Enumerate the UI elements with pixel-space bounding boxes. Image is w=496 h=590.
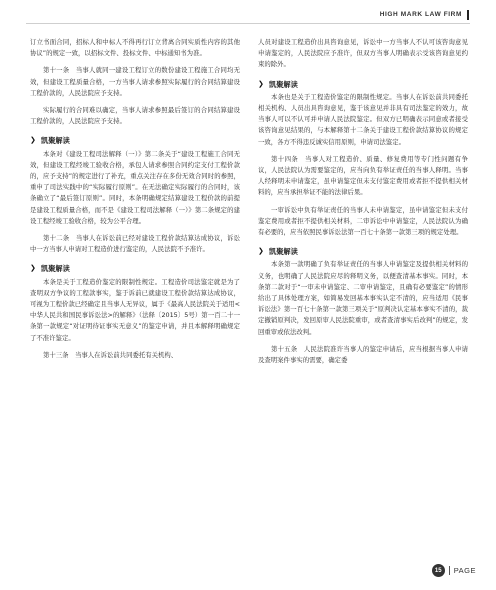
- commentary-heading: [258, 79, 468, 90]
- commentary-heading-text: 凯聚解读: [41, 264, 70, 274]
- commentary-heading: [258, 246, 468, 257]
- commentary-heading-text: 凯聚解读: [41, 136, 70, 146]
- body-paragraph: 本条对《建设工程司法解释（一）》第二条关于“建设工程施工合同无效，但建设工程经竣工验收合格，承包人请求参照合同约定支付工程价款的，应予支持”的规定进行了补充，重点关注存在多份无效合同时的参照，重申了司法实践中的“实际履行原则”。在无法确定实际履行的合同时，该条确立了“最后签订原则”。同时，本条明确规定结算建设工程价款的前提是建设工程质量合格，而不是《建设工程司法解释（一）》第二条规定的建设工程经竣工验收合格，较为公平合理。: [30, 149, 240, 225]
- brand-divider: [467, 10, 469, 20]
- body-paragraph: 本条第一款明确了负有举证责任的当事人申请鉴定及提供相关材料的义务，也明确了人民法院应尽的释明义务，以便查清基本事实。同时，本条第二款对于“一审未申请鉴定、二审申请鉴定，且确有必要鉴定”的情形给出了具体处理方案，如简易发回基本事实认定不清的，应当适用《民事诉讼法》第一百七十条第一款第三项关于“原判决认定基本事实不清的，裁定撤销原判决，发回原审人民法院重审，或者查清事实后改判”的规定，发回重审或依法改判。: [258, 260, 468, 336]
- firm-brand: HIGH MARK LAW FIRM: [379, 11, 462, 18]
- body-paragraph: 第十二条 当事人在诉讼前已经对建设工程价款结算达成协议，诉讼中一方当事人申请对工程造价进行鉴定的，人民法院不予准许。: [30, 234, 240, 254]
- body-paragraph: 实际履行的合同难以确定，当事人请求参照最后签订的合同结算建设工程价款的，人民法院应予支持。: [30, 106, 240, 126]
- body-paragraph: 第十四条 当事人对工程造价、质量、修复费用等专门性问题有争议，人民法院认为需要鉴定的，应当向负有举证责任的当事人释明。当事人经释明未申请鉴定，虽申请鉴定但未支付鉴定费用或者拒不提供相关材料的，应当承担举证不能的法律后果。: [258, 154, 468, 197]
- chevron-right-icon: ❯: [30, 264, 36, 273]
- chevron-right-icon: ❯: [258, 247, 264, 256]
- body-paragraph: 本条是关于工程造价鉴定的限制性规定。工程造价司法鉴定就是为了查明双方争议的工程款事实，鉴于诉前已就建设工程价款结算达成协议，可视为工程价款已经确定且当事人无异议，属于《最高人民法院关于适用<中华人民共和国民事诉讼法>的解释》（法释〔2015〕5号）第一百二十一条第一款规定“对证明待证事实无意义”的鉴定申请，并且本解释明确规定了不准许鉴定。: [30, 277, 240, 342]
- chevron-right-icon: ❯: [258, 79, 264, 88]
- body-paragraph: 本条也是关于工程造价鉴定的限制性规定。当事人在诉讼前共同委托相关机构、人员出具咨询意见，鉴于该意见并非具有司法鉴定的效力，故当事人可以不认可并申请人民法院鉴定。但双方已明确表示同意或者接受该咨询意见结果的，与本解释第十二条关于建设工程价款结算协议的规定一致，各方不得违反诚实信用原则，申请司法鉴定。: [258, 92, 468, 146]
- header-rule: [26, 23, 470, 24]
- chevron-right-icon: ❯: [30, 136, 36, 145]
- body-paragraph: 订立书面合同，招标人和中标人不得再行订立背离合同实质性内容的其他协议”的规定一致，以招标文件、投标文件、中标通知书为准。: [30, 38, 240, 58]
- footer-divider: [449, 566, 450, 575]
- commentary-heading: [30, 135, 240, 146]
- body-paragraph: 一审诉讼中负有举证责任的当事人未申请鉴定，虽申请鉴定但未支付鉴定费用或者拒不提供相关材料，二审诉讼中申请鉴定，人民法院认为确有必要的，应当依照民事诉讼法第一百七十条第一款第三项的规定处理。: [258, 205, 468, 237]
- body-paragraph: 第十五条 人民法院准许当事人的鉴定申请后，应当根据当事人申请及查明案件事实的需要，确定委: [258, 344, 468, 365]
- left-column: [30, 37, 240, 367]
- right-column: [258, 37, 468, 372]
- commentary-heading: [30, 263, 240, 274]
- commentary-heading-text: 凯聚解读: [269, 79, 298, 89]
- page-label: PAGE: [453, 566, 476, 575]
- body-paragraph: 第十一条 当事人就同一建设工程订立的数份建设工程施工合同均无效，但建设工程质量合格，一方当事人请求参照实际履行的合同结算建设工程价款的，人民法院应予支持。: [30, 66, 240, 97]
- commentary-heading-text: 凯聚解读: [269, 247, 298, 257]
- body-paragraph: 第十三条 当事人在诉讼前共同委托有关机构、: [43, 350, 178, 359]
- body-paragraph: 人员对建设工程造价出具咨询意见，诉讼中一方当事人不认可该咨询意见申请鉴定的，人民法院应予准许，但双方当事人明确表示受该咨询意见约束的除外。: [258, 38, 468, 69]
- page-footer: [432, 564, 476, 577]
- page-number: 15: [432, 564, 445, 577]
